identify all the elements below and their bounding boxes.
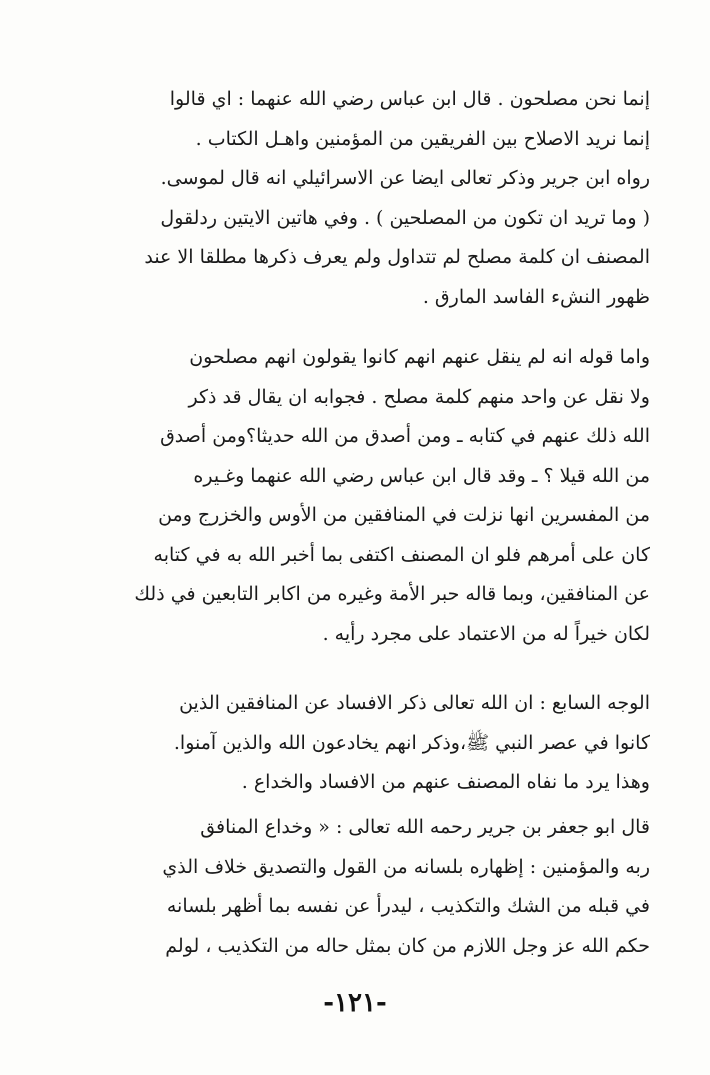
text-line: الوجه السابع : ان الله تعالى ذكر الافساد عن المنافقين الذين [179, 692, 650, 714]
text-line: واما قوله انه لم ينقل عنهم انهم كانوا يقولون انهم مصلحون [189, 346, 650, 368]
text-line: المصنف ان كلمة مصلح لم تتداول ولم يعرف ذكرها مطلقا الا عند [144, 246, 650, 268]
text-line: من الله قيلا ؟ ـ وقد قال ابن عباس رضي الله عنهما وغـيره [193, 464, 650, 487]
paragraph-2 [104, 338, 650, 654]
text-line: ربه والمؤمنين : إظهاره بلسانه من القول والتصديق خلاف الذي [162, 855, 650, 878]
text-line: كانوا في عصر النبي ﷺ،وذكر انهم يخادعون الله والذين آمنوا. [173, 731, 650, 754]
text-line: رواه ابن جرير وذكر تعالى ايضا عن الاسرائيلي انه قال لموسى. [160, 167, 650, 189]
text-line: وهذا يرد ما نفاه المصنف عنهم من الافساد والخداع . [241, 771, 650, 793]
text-line: ظهور النشء الفاسد المارق . [422, 285, 650, 308]
text-line: عن المنافقين، وبما قاله حبر الأمة وغيره من اكابر التابعين في ذلك [134, 583, 650, 605]
text-line: قال ابو جعفر بن جرير رحمه الله تعالى : « وخداع المنافق [200, 816, 650, 838]
text-line: في قبله من الشك والتكذيب ، ليدرأ عن نفسه بما أظهر بلسانه [166, 895, 650, 917]
text-line: ولا نقل عن واحد منهم كلمة مصلح . فجوابه ان يقال قد ذكر [188, 385, 650, 408]
text-line: حكم الله عز وجل اللازم من كان بمثل حاله من التكذيب ، لولم [165, 934, 650, 957]
page-number: -١٢١- [323, 988, 387, 1018]
text-line: الله ذلك عنهم في كتابه ـ ومن أصدق من الله حديثا؟ومن أصدق [160, 425, 650, 447]
paragraph-1 [104, 80, 650, 317]
text-line: لكان خيراً له من الاعتماد على مجرد رأيه . [322, 622, 650, 645]
text-line: كان على أمرهم فلو ان المصنف اكتفى بما أخبر الله به في كتابه [153, 543, 650, 566]
text-line: إنما نحن مصلحون . قال ابن عباس رضي الله عنهما : اي قالوا [169, 88, 650, 110]
text-line: ( وما تريد ان تكون من المصلحين ) . وفي هاتين الايتين ردلقول [160, 206, 650, 229]
paragraph-4 [104, 808, 650, 966]
text-line: من المفسرين انها نزلت في المنافقين من الأوس والخزرج ومن [158, 504, 650, 526]
text-line: إنما نريد الاصلاح بين الفريقين من المؤمنين واهـل الكتاب . [195, 127, 650, 150]
paragraph-3 [104, 684, 650, 803]
